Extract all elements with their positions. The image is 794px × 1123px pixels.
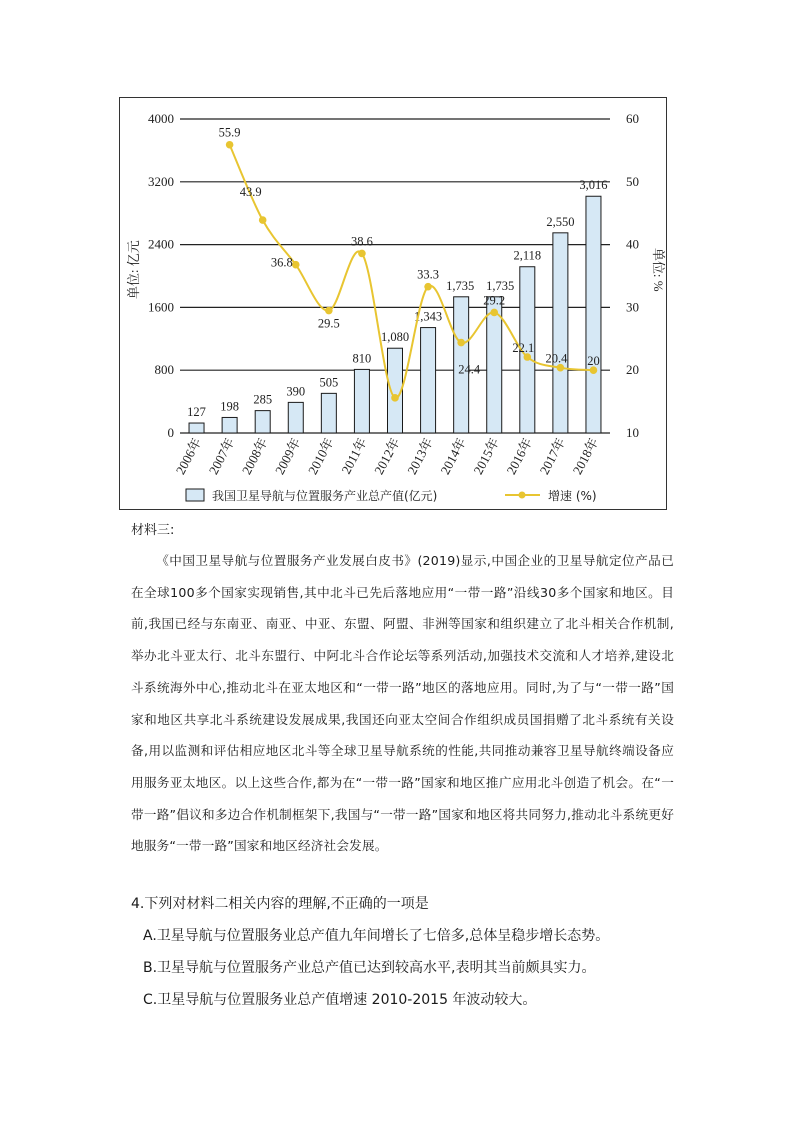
y-tick-label: 1600: [148, 299, 174, 315]
bar-value-label: 127: [187, 405, 206, 420]
y-axis-title: 单位: 亿元: [126, 240, 141, 300]
bar: [487, 297, 502, 433]
growth-marker: [424, 283, 432, 291]
growth-value-label: 29.5: [317, 316, 340, 331]
y2-tick-label: 10: [626, 425, 639, 440]
combo-chart: [120, 98, 668, 511]
bar: [421, 328, 436, 433]
growth-value-label: 24.4: [458, 362, 481, 377]
x-tick-label: 2006年: [172, 435, 205, 477]
legend-line-marker: [519, 492, 526, 499]
growth-marker: [490, 309, 498, 317]
growth-marker: [391, 394, 399, 402]
growth-marker: [259, 216, 267, 224]
y-tick-label: 3200: [148, 173, 174, 189]
bar: [553, 233, 568, 433]
legend-bar-label: 我国卫星导航与位置服务产业总产值(亿元): [212, 489, 438, 503]
question-stem: 4.下列对材料二相关内容的理解,不正确的一项是: [131, 896, 429, 912]
bar: [586, 196, 601, 433]
y2-tick-label: 50: [626, 173, 639, 189]
option-b: B.卫星导航与位置服务产业总产值已达到较高水平,表明其当前颇具实力。: [143, 960, 596, 976]
growth-marker: [457, 339, 465, 347]
chart-frame: [119, 97, 667, 510]
y2-axis-title: 单位: %: [651, 247, 666, 292]
x-tick-label: 2009年: [271, 435, 304, 477]
legend-bar-swatch: [186, 489, 204, 501]
growth-value-label: 43.9: [239, 185, 262, 200]
material-paragraph: 《中国卫星导航与位置服务产业发展白皮书》(2019)显示,中国企业的卫星导航定位产品已在全球100多个国家实现销售,其中北斗已先后落地应用“一带一路”沿线30多个国家和地区。目前,我国已经与东南亚、南亚、中亚、东盟、阿盟、非洲等国家和组织建立了北斗相关合作机制,举办北斗亚太行、北斗东盟行、中阿北斗合作论坛等系列活动,加强技术交流和人才培养,建设北斗系统海外中心,推动北斗在亚太地区和“一带一路”地区的落地应用。同时,为了与“一带一路”国家和地区共享北斗系统建设发展成果,我国还向亚太空间合作组织成员国捐赠了北斗系统有关设备,用以监测和评估相应地区北斗等全球卫星导航系统的性能,共同推动兼容卫星导航终端设备应用服务亚太地区。以上这些合作,都为在“一带一路”国家和地区推广应用北斗创造了机会。在“一带一路”倡议和多边合作机制框架下,我国与“一带一路”国家和地区将共同努力,推动北斗系统更好地服务“一带一路”国家和地区经济社会发展。: [131, 553, 674, 854]
x-tick-label: 2018年: [569, 435, 602, 477]
bar: [288, 402, 303, 433]
bar-value-label: 505: [319, 375, 339, 390]
x-tick-label: 2008年: [238, 435, 271, 477]
growth-marker: [226, 141, 234, 149]
bar: [189, 423, 204, 433]
y2-tick-label: 60: [626, 111, 639, 126]
bar-value-label: 1,343: [414, 309, 443, 324]
bar: [321, 393, 336, 433]
bar-value-label: 2,118: [513, 248, 542, 263]
material-title: 材料三:: [131, 523, 175, 538]
bar-value-label: 3,016: [579, 178, 608, 193]
x-tick-label: 2007年: [205, 435, 238, 477]
option-c: C.卫星导航与位置服务业总产值增速 2010-2015 年波动较大。: [143, 992, 537, 1008]
y2-tick-label: 30: [626, 299, 639, 315]
x-tick-label: 2010年: [304, 435, 337, 477]
growth-value-label: 20: [587, 354, 600, 369]
bar-value-label: 390: [286, 384, 306, 399]
bar: [222, 417, 237, 433]
x-tick-label: 2015年: [470, 435, 502, 477]
bar-value-label: 810: [352, 351, 372, 366]
growth-value-label: 20.4: [545, 351, 568, 366]
growth-value-label: 55.9: [218, 125, 241, 140]
growth-marker: [325, 307, 333, 315]
bar: [255, 411, 270, 433]
option-a: A.卫星导航与位置服务业总产值九年间增长了七倍多,总体呈稳步增长态势。: [143, 928, 610, 944]
growth-value-label: 33.3: [417, 267, 440, 282]
x-tick-label: 2012年: [371, 435, 403, 477]
bar-value-label: 1,735: [486, 278, 515, 293]
bar-value-label: 285: [253, 392, 273, 407]
x-tick-label: 2011年: [338, 435, 370, 477]
x-tick-label: 2014年: [437, 435, 469, 477]
bar-value-label: 198: [220, 399, 239, 414]
y-tick-label: 4000: [148, 111, 174, 126]
bar: [354, 369, 369, 433]
growth-value-label: 36.8: [270, 255, 293, 270]
x-tick-label: 2013年: [404, 435, 436, 477]
x-tick-label: 2016年: [503, 435, 535, 477]
growth-value-label: 38.6: [350, 234, 373, 249]
growth-value-label: 29.2: [483, 293, 506, 308]
y2-tick-label: 40: [626, 236, 639, 252]
y-tick-label: 800: [154, 362, 174, 378]
growth-marker: [358, 250, 366, 258]
legend-line-label: 增速 (%): [548, 489, 597, 503]
bar-value-label: 1,735: [446, 278, 475, 293]
x-tick-label: 2017年: [536, 435, 569, 477]
y-tick-label: 2400: [148, 236, 174, 252]
y2-tick-label: 20: [626, 362, 639, 378]
y-tick-label: 0: [167, 425, 174, 440]
growth-marker: [292, 261, 300, 269]
bar-value-label: 2,550: [546, 214, 575, 229]
growth-value-label: 22.1: [512, 341, 535, 356]
bar-value-label: 1,080: [380, 330, 410, 345]
growth-line: [230, 145, 594, 398]
